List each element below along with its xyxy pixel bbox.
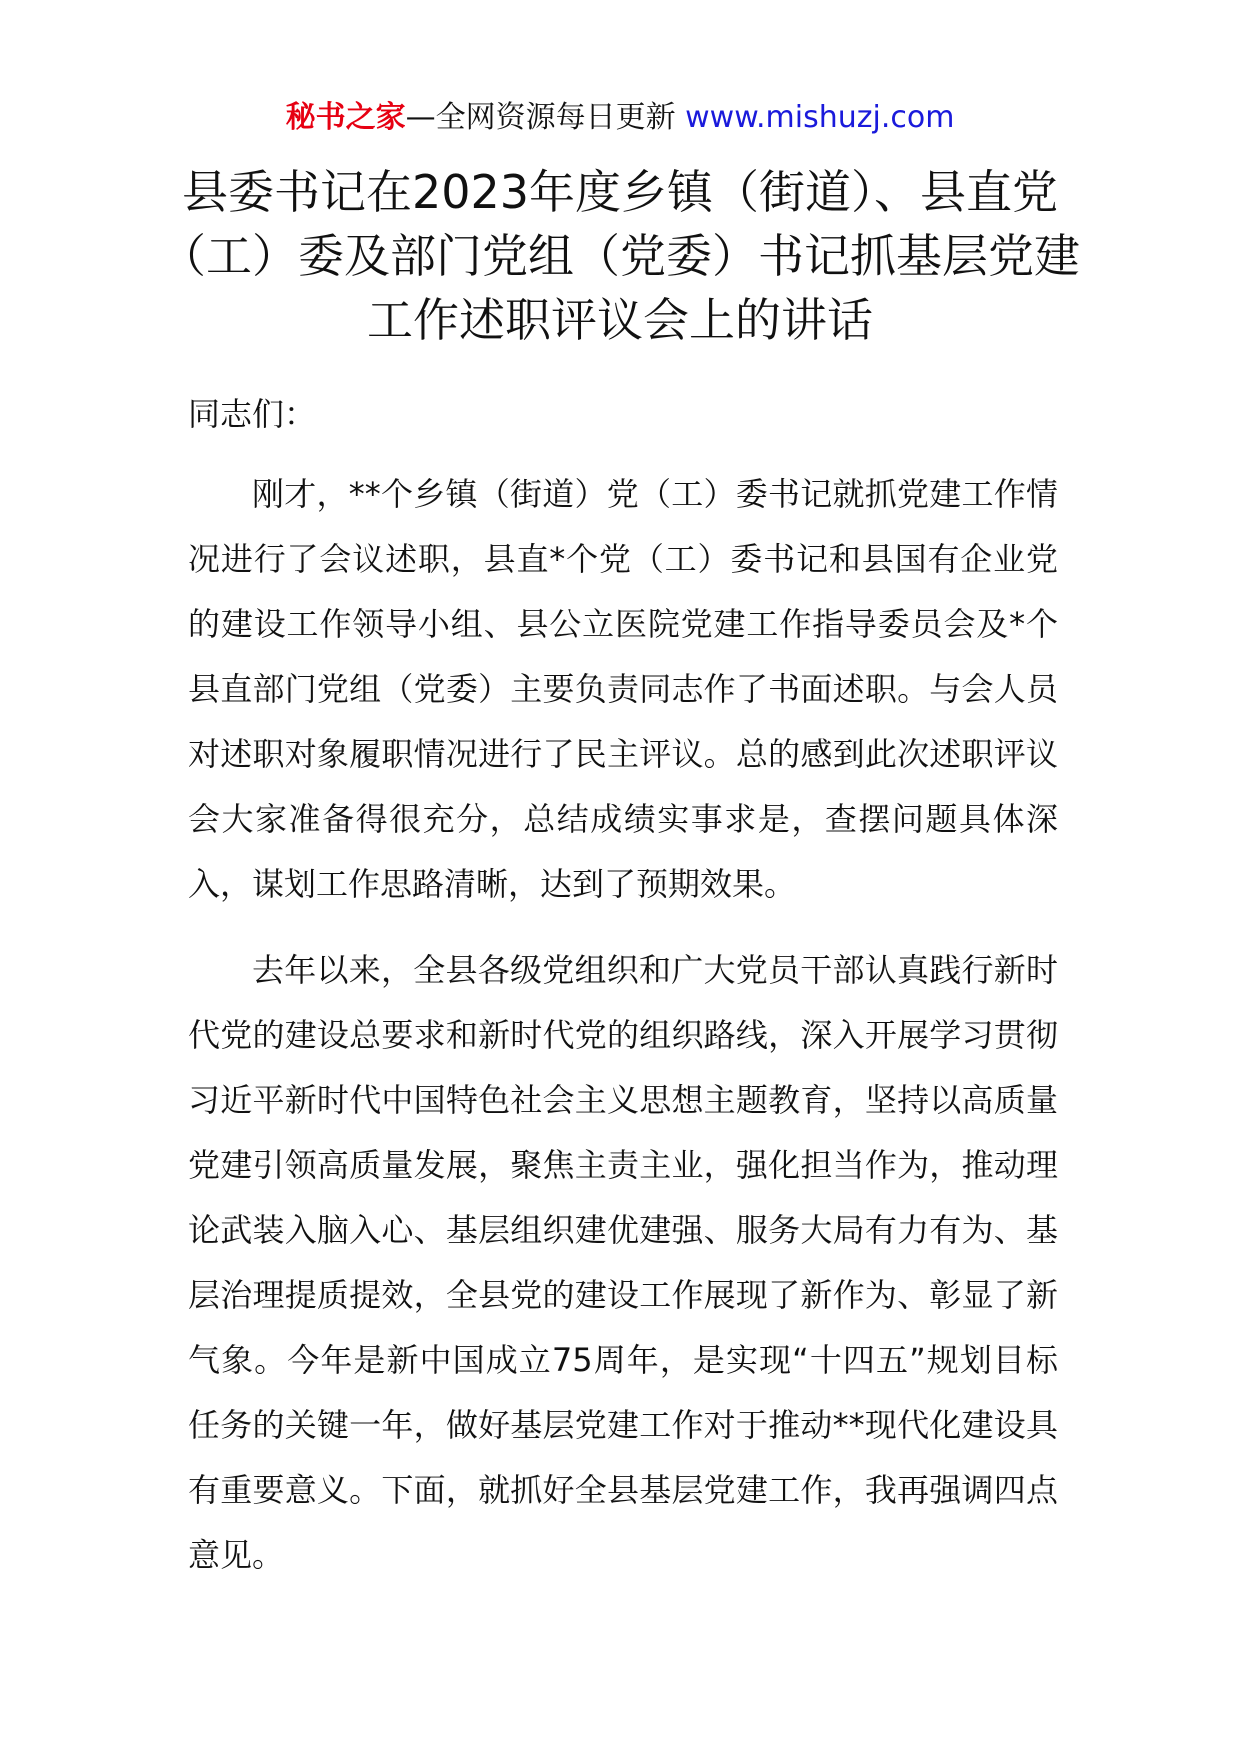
brand-name: 秘书之家 xyxy=(285,100,406,135)
body-paragraph-1: 刚才，**个乡镇（街道）党（工）委书记就抓党建工作情况进行了会议述职，县直*个党（工）委书记和县国有企业党的建设工作领导小组、县公立医院党建工作指导委员会及*个县直部门党组（党委）主要负责同志作了书面述职。与会人员对述职对象履职情况进行了民主评议。总的感到此次述职评议会大家准备得很充分，总结成绩实事求是，查摆问题具体深入，谋划工作思路清晰，达到了预期效果。 xyxy=(188,475,1058,903)
salutation: 同志们： xyxy=(188,395,317,433)
body-paragraph-2: 去年以来，全县各级党组织和广大党员干部认真践行新时代党的建设总要求和新时代党的组织路线，深入开展学习贯彻习近平新时代中国特色社会主义思想主题教育，坚持以高质量党建引领高质量发展，聚焦主责主业，强化担当作为，推动理论武装入脑入心、基层组织建优建强、服务大局有力有为、基层治理提质提效，全县党的建设工作展现了新作为、彰显了新气象。今年是新中国成立75周年，是实现“十四五”规划目标任务的关键一年，做好基层党建工作对于推动**现代化建设具有重要意义。下面，就抓好全县基层党建工作，我再强调四点意见。 xyxy=(188,951,1058,1574)
document-title: 县委书记在2023年度乡镇（街道）、县直党（工）委及部门党组（党委）书记抓基层党建工作述职评议会上的讲话 xyxy=(160,165,1080,347)
site-url-link[interactable]: www.mishuzj.com xyxy=(685,100,955,135)
header-tagline: —全网资源每日更新 xyxy=(405,100,686,135)
site-header xyxy=(0,98,1240,138)
